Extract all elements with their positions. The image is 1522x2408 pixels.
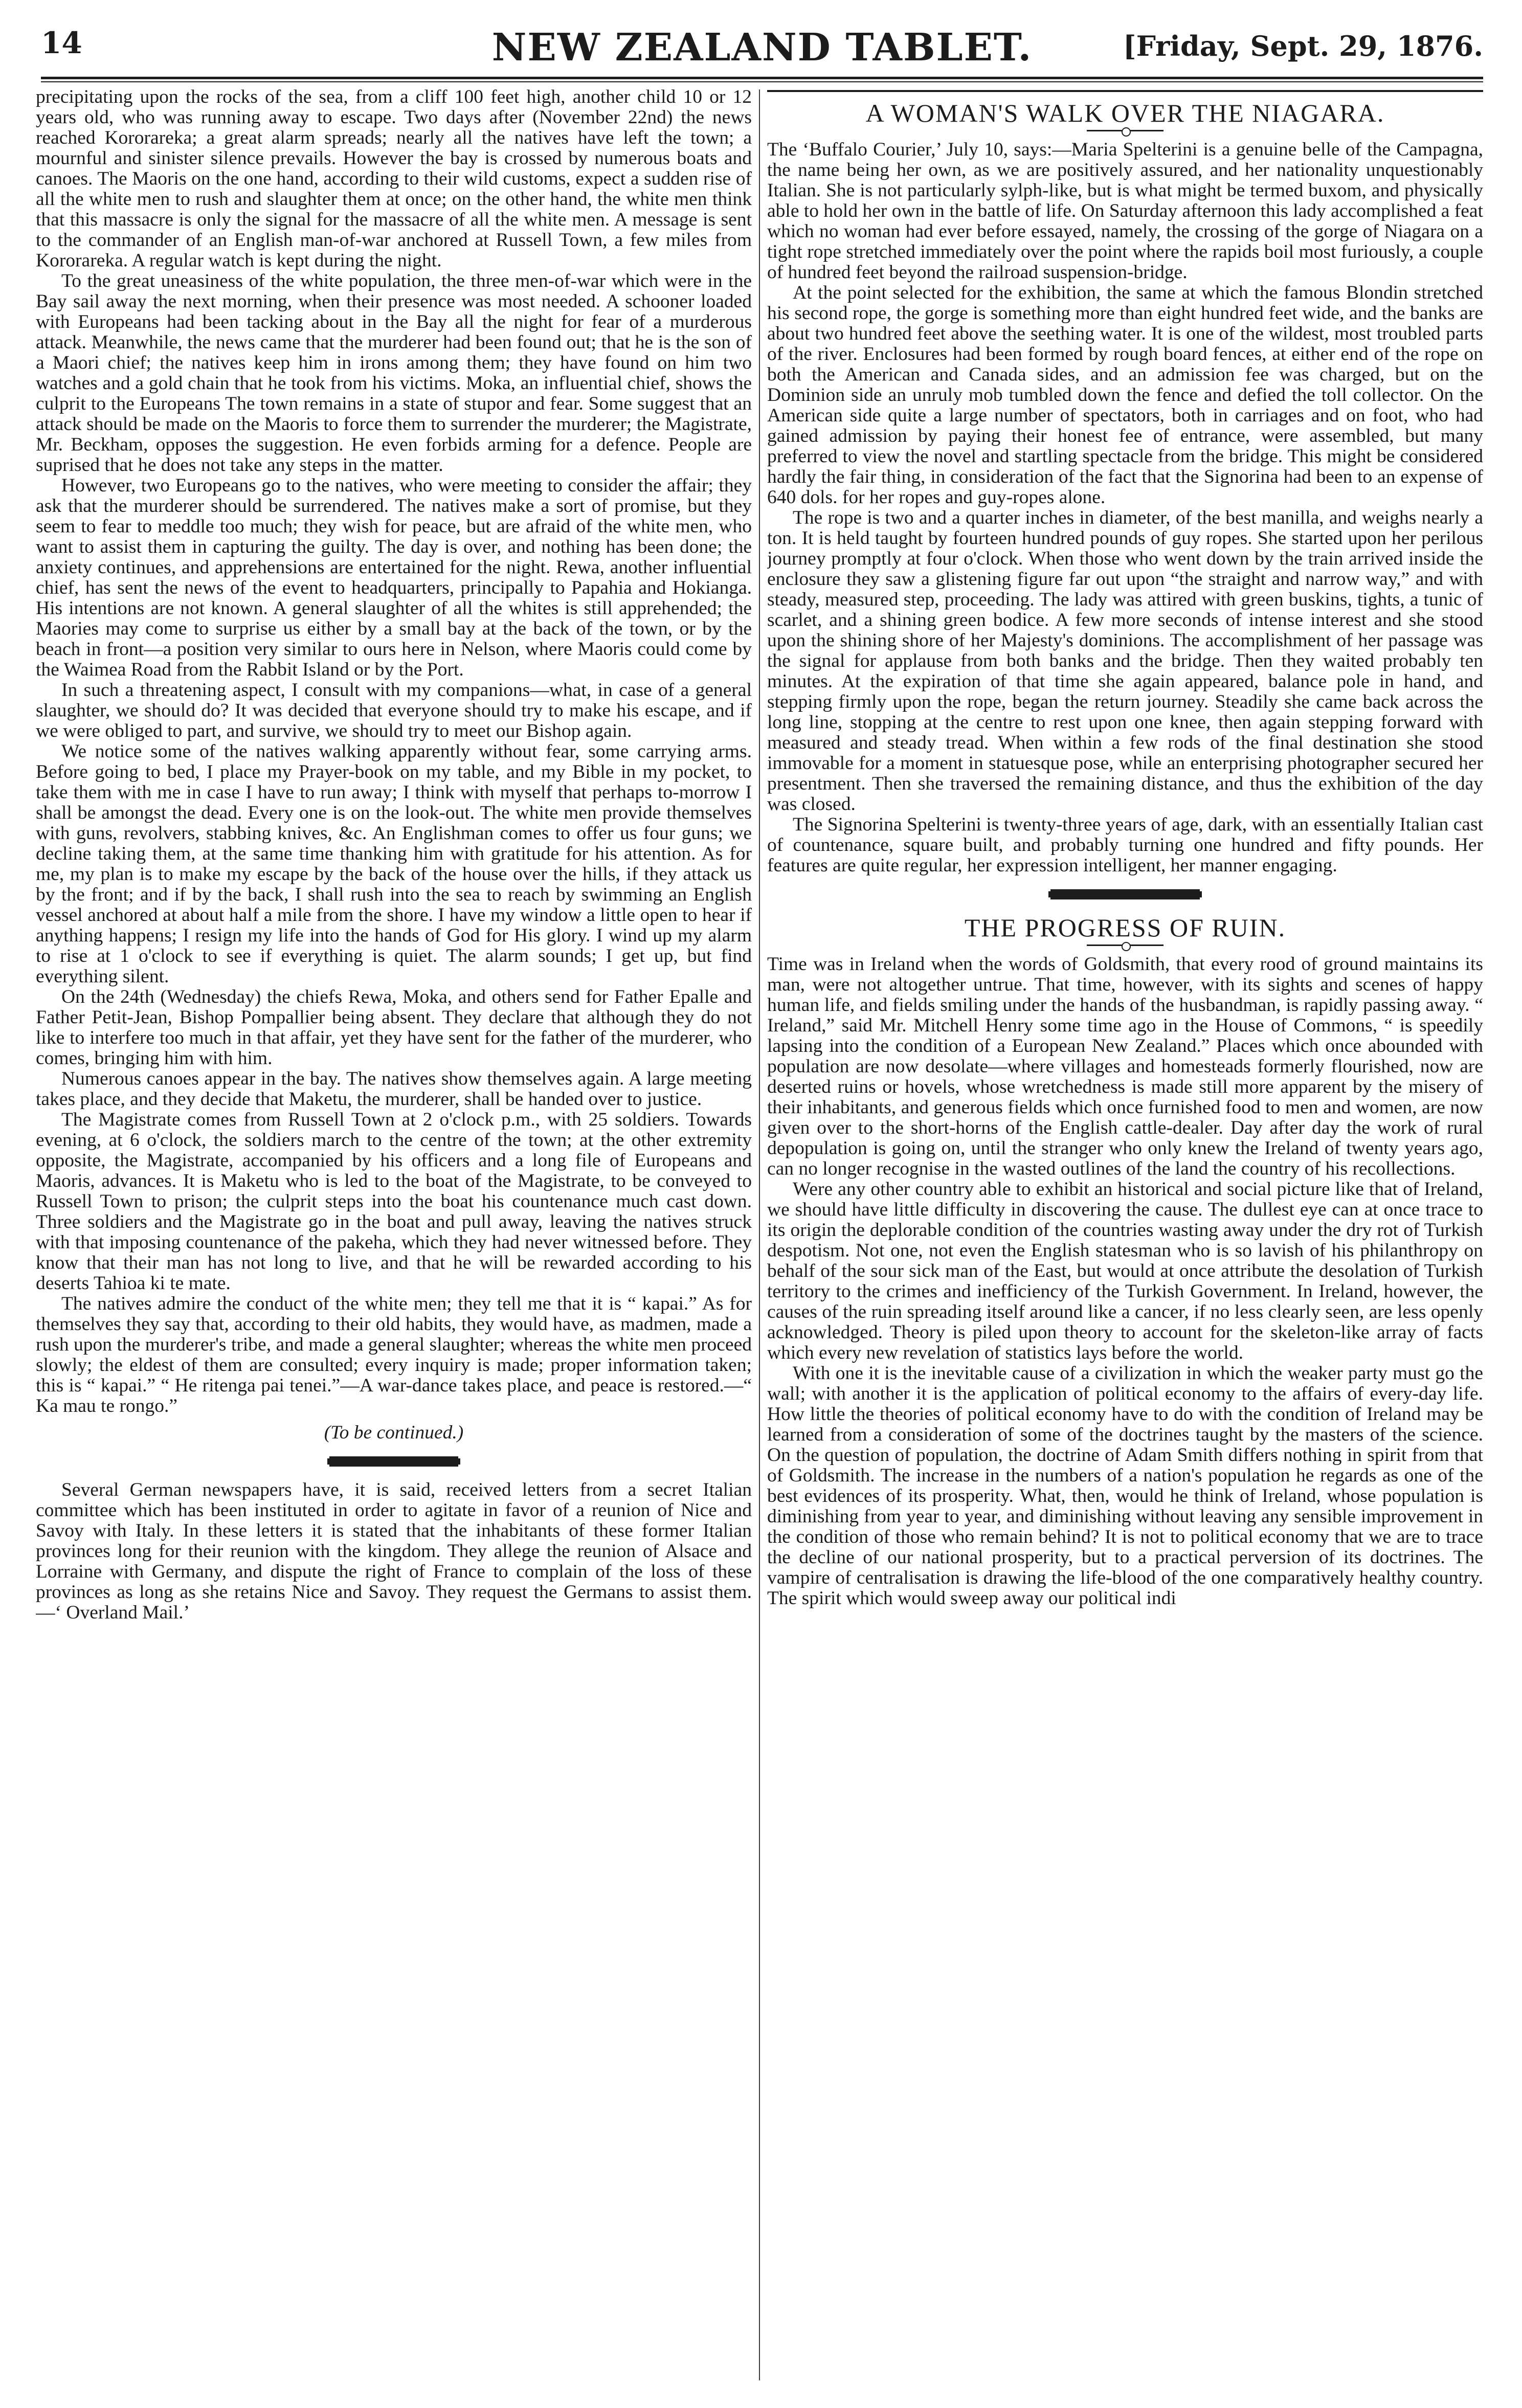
body-paragraph: In such a threatening aspect, I consult with my companions—what, in case of a general slaughter, we should do? It was decided that everyone should try to make his escape, and if we were obliged to part, and survive, we should try to meet our Bishop again. bbox=[36, 680, 752, 741]
body-paragraph: Were any other country able to exhibit an historical and social picture like that of Ireland, we should have little difficulty in discovering the cause. The dullest eye can at once trace to its origin the deplorable condition of the countries wasting away under the dry rot of Turkish despotism. Not one, not even the English statesman who is so lavish of his philanthropy on behalf of the sour sick man of the East, but would at once attribute the desolation of Turkish territory to the crimes and inefficiency of the Turkish Government. In Ireland, however, the causes of the ruin spreading itself around like a cancer, if no less clearly seen, are less openly acknowledged. Theory is piled upon theory to account for the skeleton-like array of facts which every new revelation of statistics lays before the world. bbox=[767, 1179, 1483, 1363]
ornament-rule bbox=[1087, 944, 1163, 949]
right-column bbox=[767, 87, 1483, 2378]
newspaper-title: NEW ZEALAND TABLET. bbox=[491, 26, 1033, 70]
issue-date: [Friday, Sept. 29, 1876. bbox=[1123, 30, 1483, 62]
column-divider bbox=[759, 89, 760, 2380]
body-paragraph: At the point selected for the exhibition, the same at which the famous Blondin stretched his second rope, the gorge is something more than eight hundred feet wide, and the banks are about two hundred feet above the seething water. It is one of the wildest, most troubled parts of the river. Enclosures had been formed by rough board fences, at either end of the rope on both the American and Canada sides, and an admission fee was charged, but on the Dominion side an unruly mob tumbled down the fence and defied the toll collector. On the American side quite a large number of spectators, both in carriages and on foot, who had gained admission by paying their honest fee of entrance, were assembled, but many preferred to view the novel and startling spectacle from the bridge. This might be considered hardly the fair thing, in consideration of the fact that the Signorina had been to an expense of 640 dols. for her ropes and guy-ropes alone. bbox=[767, 282, 1483, 508]
body-paragraph: The Magistrate comes from Russell Town at 2 o'clock p.m., with 25 soldiers. Towards evening, at 6 o'clock, the soldiers march to the centre of the town; at the other extremity opposite, the Magistrate, accompanied by his officers and a long file of Europeans and Maoris, advances. It is Maketu who is led to the boat of the Magistrate, to be conveyed to Russell Town to prison; the culprit steps into the boat his countenance much cast down. Three soldiers and the Magistrate go in the boat and pull away, leaving the natives struck with that imposing countenance of the pakeha, which they had never witnessed before. They know that their man has not long to live, and that he will be rewarded according to his deserts Tahioa ki te mate. bbox=[36, 1109, 752, 1294]
ornament-rule bbox=[1087, 130, 1163, 134]
body-paragraph: Time was in Ireland when the words of Goldsmith, that every rood of ground maintains its man, were not altogether untrue. That time, however, with its sights and scenes of happy human life, and fields smiling under the hands of the husbandman, is rapidly passing away. “ Ireland,” said Mr. Mitchell Henry some time ago in the House of Commons, “ is speedily lapsing into the condition of a European New Zealand.” Places which once abounded with population are now desolate—where villages and homesteads formerly flourished, now are deserted ruins or hovels, whose wretchedness is made still more apparent by the misery of their inhabitants, and generous fields which once furnished food to men and women, are now given over to the short-horns of the English cattle-dealer. Day after day the work of rural depopulation is going on, until the stranger who only knew the Ireland of twenty years ago, can no longer recognise in the wasted outlines of the land the country of his recollections. bbox=[767, 954, 1483, 1179]
header-rule bbox=[41, 77, 1483, 82]
body-paragraph: However, two Europeans go to the natives, who were meeting to consider the affair; they ask that the murderer should be surrendered. The natives make a sort of promise, but they seem to fear to meddle too much; they wish for peace, but are afraid of the white men, who want to assist them in capturing the guilty. The day is over, and nothing has been done; the anxiety continues, and apprehensions are entertained for the night. Rewa, another influential chief, has sent the news of the event to headquarters, principally to Papahia and Hokianga. His intentions are not known. A general slaughter of all the whites is still apprehended; the Maories may come to surprise us either by a small bay at the back of the town, or by the beach in front—a position very similar to ours here in Nelson, where Maoris could come by the Waimea Road from the Rabbit Island or by the Port. bbox=[36, 475, 752, 680]
body-paragraph: On the 24th (Wednesday) the chiefs Rewa, Moka, and others send for Father Epalle and Father Petit-Jean, Bishop Pompallier being absent. They declare that although they do not like to interfere too much in that affair, yet they have sent for the father of the murderer, who comes, bringing him with him. bbox=[36, 986, 752, 1069]
article-title-ruin: THE PROGRESS OF RUIN. bbox=[964, 913, 1286, 942]
news-note: Several German newspapers have, it is said, received letters from a secret Italian committee which has been instituted in order to agitate in favor of a reunion of Nice and Savoy with Italy. In these letters it is stated that the inhabitants of these former Italian provinces long for their reunion with the kingdom. They allege the reunion of Alsace and Lorraine with Germany, and dispute the right of France to complain of the loss of these provinces as long as she retains Nice and Savoy. They request the Germans to assist them.—‘ Overland Mail.’ bbox=[36, 1479, 752, 1623]
body-paragraph: The natives admire the conduct of the white men; they tell me that it is “ kapai.” As for themselves they say that, according to their old habits, they would have, as madmen, made a rush upon the murderer's tribe, and made a general slaughter; whereas the white men proceed slowly; the eldest of them are consulted; every inquiry is made; proper information taken; this is “ kapai.” “ He ritenga pai tenei.”—A war-dance takes place, and peace is restored.—“ Ka mau te rongo.” bbox=[36, 1293, 752, 1416]
body-paragraph: precipitating upon the rocks of the sea, from a cliff 100 feet high, another child 10 or 12 years old, who was running away to escape. Two days after (November 22nd) the news reached Kororareka; a great alarm spreads; nearly all the natives have left the town; a mournful and sinister silence prevails. However the bay is crossed by numerous boats and canoes. The Maoris on the one hand, according to their wild customs, expect a sudden rise of all the white men to rush and slaughter them at once; on the other hand, the white men think that this massacre is only the signal for the massacre of all the white men. A message is sent to the commander of an English man-of-war anchored at Russell Town, a few miles from Kororareka. A regular watch is kept during the night. bbox=[36, 87, 752, 271]
body-paragraph: Numerous canoes appear in the bay. The natives show themselves again. A large meeting takes place, and they decide that Maketu, the murderer, shall be handed over to justice. bbox=[36, 1068, 752, 1110]
body-paragraph: The rope is two and a quarter inches in diameter, of the best manilla, and weighs nearly a ton. It is held taught by fourteen hundred pounds of guy ropes. She started upon her perilous journey promptly at four o'clock. When those who went down by the train arrived inside the enclosure they saw a glistening figure far out upon “the straight and narrow way,” and with steady, measured step, proceeding. The lady was attired with green buskins, tights, a tunic of scarlet, and a shining green bodice. A few more seconds of intense interest and she stood upon the shining shore of her Majesty's dominions. The accomplishment of her passage was the signal for applause from both banks and the bridge. Then they waited probably ten minutes. At the expiration of that time she again appeared, balance pole in hand, and stepping firmly upon the rope, began the return journey. Steadily she came back across the long line, stopping at the centre to rest upon one knee, then again stepping forward with measured and steady tread. When within a few rods of the final destination she stood immovable for a moment in statuesque pose, while an enterprising photographer secured her presentment. Then she traversed the remaining distance, and thus the exhibition of the day was closed. bbox=[767, 507, 1483, 815]
page-number: 14 bbox=[41, 26, 82, 60]
body-paragraph: We notice some of the natives walking apparently without fear, some carrying arms. Before going to bed, I place my Prayer-book on my table, and my Bible in my pocket, to take them with me in case I have to run away; I think with myself that perhaps to-morrow I shall be amongst the dead. Every one is on the look-out. The white men provide themselves with guns, revolvers, stabbing knives, &c. An Englishman comes to offer us four guns; we decline taking them, at the same time thanking him with gratitude for his attention. As for me, my plan is to make my escape by the back of the house over the hills, if they attack us by the front; and if by the back, I shall rush into the sea to reach by swimming an English vessel anchored at about half a mile from the shore. I have my window a little open to hear if anything happens; I resign my life into the hands of God for His glory. I wind up my alarm to rise at 1 o'clock to see if everything is quiet. The alarm sounds; I get up, but find everything silent. bbox=[36, 741, 752, 987]
article-title-niagara: A WOMAN'S WALK OVER THE NIAGARA. bbox=[767, 90, 1483, 128]
to-be-continued: (To be continued.) bbox=[324, 1422, 464, 1443]
body-paragraph: To the great uneasiness of the white population, the three men-of-war which were in the Bay sail away the next morning, when their presence was most needed. A schooner loaded with Europeans had been tacking about in the Bay all the night for fear of a murderous attack. Meanwhile, the news came that the murderer had been found out; that he is the son of a Maori chief; the natives keep him in irons among them; they have found on him two watches and a gold chain that he took from his victims. Moka, an influential chief, shows the culprit to the Europeans The town remains in a state of stupor and fear. Some suggest that an attack should be made on the Maoris to force them to surrender the murderer; the Magistrate, Mr. Beckham, opposes the suggestion. He even forbids arming for a defence. People are suprised that he does not take any steps in the matter. bbox=[36, 271, 752, 476]
section-separator bbox=[1048, 891, 1202, 897]
left-column bbox=[36, 87, 752, 2378]
body-paragraph: With one it is the inevitable cause of a civilization in which the weaker party must go the wall; with another it is the application of political economy to the affairs of every-day life. How little the theories of political economy have to do with the condition of Ireland may be learned from a consideration of some of the doctrines taught by the masters of the science. On the question of population, the doctrine of Adam Smith differs nothing in spirit from that of Goldsmith. The increase in the numbers of a nation's population he regards as one of the best evidences of its prosperity. What, then, would he think of Ireland, whose population is diminishing from year to year, and diminishing without leaving any sensible improvement in the condition of those who remain behind? It is not to political economy that we are to trace the decline of our national prosperity, but to a practical perversion of its doctrines. The vampire of centralisation is drawing the life-blood of the one comparatively healthy country. The spirit which would sweep away our political indi bbox=[767, 1363, 1483, 1609]
section-separator bbox=[327, 1458, 460, 1465]
body-paragraph: The ‘Buffalo Courier,’ July 10, says:—Maria Spelterini is a genuine belle of the Campagna, the name being her own, as we are positively assured, and her nationality unquestionably Italian. She is not particularly sylph-like, but is what might be termed buxom, and physically able to hold her own in the battle of life. On Saturday afternoon this lady accomplished a feat which no woman had ever before essayed, namely, the crossing of the gorge of Niagara on a tight rope stretched immediately over the point where the rapids boil most furiously, a couple of hundred feet beyond the railroad suspension-bridge. bbox=[767, 139, 1483, 283]
body-paragraph: The Signorina Spelterini is twenty-three years of age, dark, with an essentially Italian cast of countenance, square built, and probably turning one hundred and fifty pounds. Her features are quite regular, her expression intelligent, her manner engaging. bbox=[767, 814, 1483, 876]
